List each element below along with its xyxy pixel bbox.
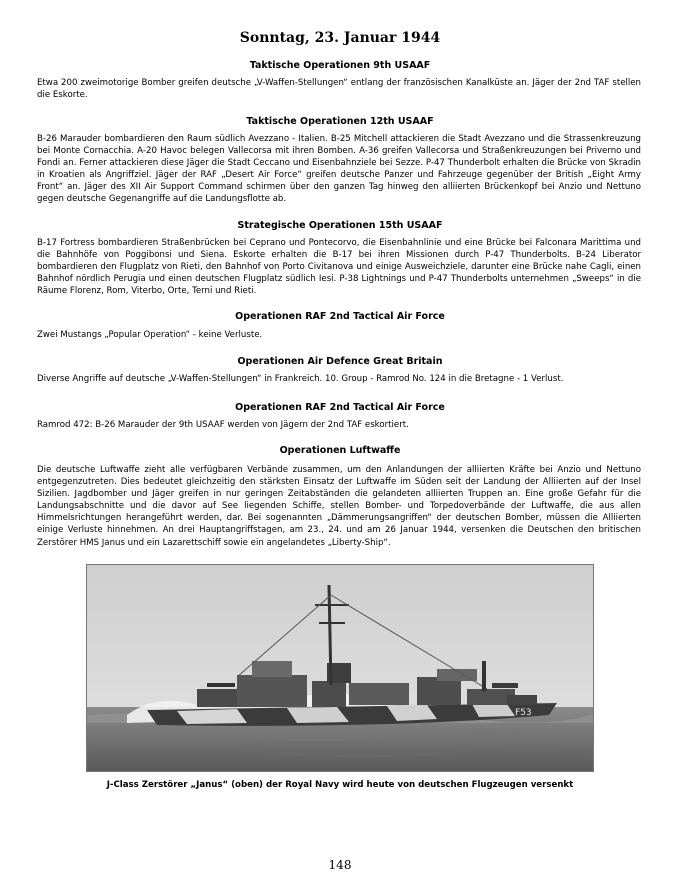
section-text-air-defence-gb: Diverse Angriffe auf deutsche „V-Waffen-Stellungen“ in Frankreich. 10. Group - Ramrod No. 124 in die Bretagne - 1 Verlust. bbox=[37, 374, 564, 384]
page-title: Sonntag, 23. Januar 1944 bbox=[239, 30, 441, 46]
svg-text:F53: F53 bbox=[515, 708, 532, 718]
destroyer-photo bbox=[86, 564, 594, 772]
section-text-raf-2nd-taf-2: Ramrod 472: B-26 Marauder der 9th USAAF werden von Jägern der 2nd TAF eskortiert. bbox=[37, 420, 409, 430]
section-text-9th-usaaf: Etwa 200 zweimotorige Bomber greifen deutsche „V-Waffen-Stellungen“ entlang der französischen Kanalküste an. Jäger der 2nd TAF stellen die Eskorte. bbox=[37, 78, 641, 101]
section-heading-air-defence-gb: Operationen Air Defence Great Britain bbox=[237, 356, 443, 367]
section-heading-luftwaffe: Operationen Luftwaffe bbox=[279, 445, 401, 456]
section-text-raf-2nd-taf: Zwei Mustangs „Popular Operation“ - keine Verluste. bbox=[37, 330, 263, 340]
section-heading-raf-2nd-taf: Operationen RAF 2nd Tactical Air Force bbox=[235, 311, 445, 322]
section-text-luftwaffe: Die deutsche Luftwaffe zieht alle verfügbaren Verbände zusammen, um den Anlandungen der alliierten Kräfte bei Anzio und Nettuno entgegenzutreten. Dies bedeutet gleichzeitig den stärksten Einsatz der Luftwaffe im Süden seit der Landung der Alliierten auf der Insel Sizilien. Jagdbomber und Jäger greifen in nur geringen Zeitabständen die gelandeten alliierten Truppen an. Eine große Gefahr für die Landungsabschnitte und die davor auf See liegenden Schiffe, stellen Bomber- und Torpedoverbände der Luftwaffe, die aus allen Himmelsrichtungen herangeführt werden, dar. Bei sogenannten „Dämmerungsangriffen“ der deutschen Bomber, müssen die Alliierten einige Verluste hinnehmen. An drei Hauptangriffstagen, am 23., 24. und am 26 Januar 1944, versenken die Deutschen den britischen Zerstörer HMS Janus und ein Lazarettschiff sowie ein angelandetes „Liberty-Ship“. bbox=[37, 465, 641, 548]
section-text-15th-usaaf: B-17 Fortress bombardieren Straßenbrücken bei Ceprano und Pontecorvo, die Eisenbahnlinie und eine Brücke bei Falconara Marittima und die Bahnhöfe von Poggibonsi und Siena. Eskorte erhalten die B-17 bei ihren Missionen durch P-47 Thunderbolts. B-24 Liberator bombardieren den Flugplatz von Rieti, den Bahnhof von Porto Civitanova und einige Ausweichziele, darunter eine Brücke nahe Cagli, einen Bahnhof nördlich Perugia und einen deutschen Flugplatz südlich Iesi. P-38 Lightnings und P-47 Thunderbolts unternehmen „Sweeps“ in die Räume Florenz, Rom, Viterbo, Orte, Terni und Rieti. bbox=[37, 238, 641, 297]
section-heading-12th-usaaf: Taktische Operationen 12th USAAF bbox=[246, 116, 434, 127]
section-text-12th-usaaf: B-26 Marauder bombardieren den Raum südlich Avezzano - Italien. B-25 Mitchell attackieren die Stadt Avezzano und die Strassenkreuzung bei Monte Cornacchia. A-20 Havoc belegen Vallecorsa mit ihren Bomben. A-36 greifen Vallecorsa und Straßenkreuzungen bei Priverno und Fondi an. Ferner attackieren diese Jäger die Stadt Ceccano und Eisenbahnziele bei Sezze. P-47 Thunderbolt erhalten die Brücke von Skradin in Kroatien als Angriffziel. Jäger der RAF „Desert Air Force“ greifen deutsche Panzer und Fahrzeuge gegenüber der British „Eight Army Front“ an. Jäger des XII Air Support Command schirmen über den ganzen Tag hinweg den alliierten Brückenkopf bei Anzio und Nettuno gegen deutsche Gegenangriffe auf die Landungsflotte ab. bbox=[37, 134, 641, 205]
section-heading-9th-usaaf: Taktische Operationen 9th USAAF bbox=[249, 60, 431, 71]
page-number: 148 bbox=[328, 858, 352, 872]
section-heading-raf-2nd-taf-2: Operationen RAF 2nd Tactical Air Force bbox=[235, 402, 445, 413]
photo-caption: J-Class Zerstörer „Janus“ (oben) der Royal Navy wird heute von deutschen Flugzeugen versenkt bbox=[106, 780, 574, 790]
section-heading-15th-usaaf: Strategische Operationen 15th USAAF bbox=[237, 220, 443, 231]
